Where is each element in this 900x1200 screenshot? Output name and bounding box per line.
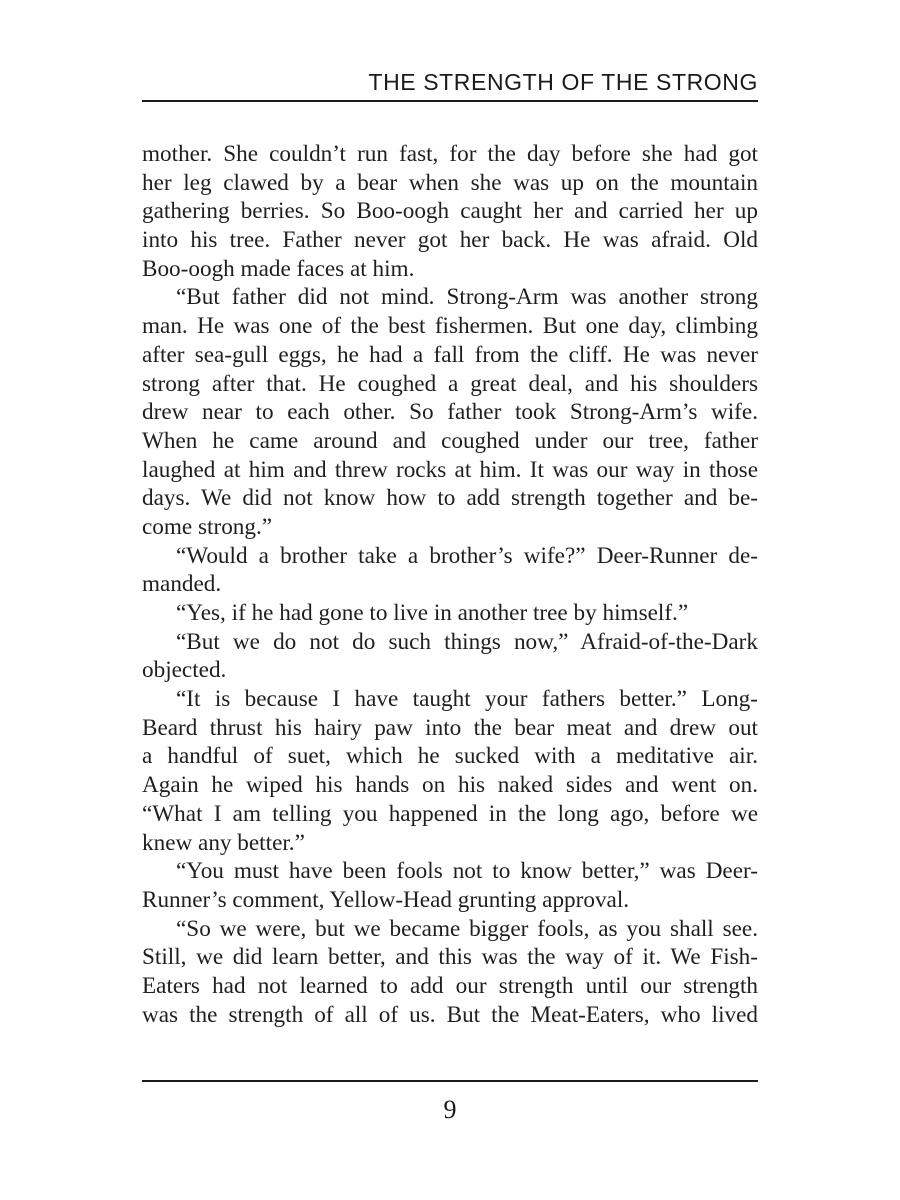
text-line: manded.: [142, 571, 222, 598]
text-line: “But we do not do such things now,” Afraid-of-the-Dark: [176, 628, 758, 655]
text-line: come strong.”: [142, 513, 273, 540]
text-line: “But father did not mind. Strong-Arm was another strong: [176, 284, 758, 311]
body-text: [142, 140, 758, 1029]
text-line: days. We did not know how to add strength together and be-: [142, 485, 758, 512]
running-title: THE STRENGTH OF THE STRONG: [368, 69, 758, 95]
text-line: man. He was one of the best fishermen. But one day, climbing: [142, 313, 758, 340]
text-line: a handful of suet, which he sucked with a meditative air.: [142, 743, 758, 770]
text-line: Runner’s comment, Yellow-Head grunting approval.: [142, 886, 630, 913]
text-line: mother. She couldn’t run fast, for the day before she had got: [142, 141, 758, 167]
text-line: “Would a brother take a brother’s wife?” Deer-Runner de-: [176, 542, 758, 569]
text-line: gathering berries. So Boo-oogh caught her and carried her up: [142, 198, 758, 225]
text-line: “It is because I have taught your fathers better.” Long-: [176, 686, 758, 713]
text-line: “You must have been fools not to know better,” was Deer-: [176, 858, 758, 885]
text-line: objected.: [142, 657, 227, 684]
text-line: drew near to each other. So father took Strong-Arm’s wife.: [142, 399, 758, 426]
text-line: Again he wiped his hands on his naked sides and went on.: [142, 772, 758, 799]
text-line: strong after that. He coughed a great deal, and his shoulders: [142, 370, 758, 397]
text-line: her leg clawed by a bear when she was up on the mountain: [142, 169, 758, 196]
text-line: Beard thrust his hairy paw into the bear meat and drew out: [142, 714, 758, 741]
text-line: into his tree. Father never got her back. He was afraid. Old: [142, 227, 758, 254]
text-line: “So we were, but we became bigger fools, as you shall see.: [176, 915, 758, 942]
text-line: knew any better.”: [142, 829, 305, 856]
text-line: “Yes, if he had gone to live in another tree by himself.”: [176, 600, 689, 626]
text-line: “What I am telling you happened in the long ago, before we: [142, 800, 758, 827]
text-line: Eaters had not learned to add our strength until our strength: [142, 972, 758, 999]
text-line: laughed at him and threw rocks at him. It was our way in those: [142, 456, 758, 483]
text-line: after sea-gull eggs, he had a fall from the cliff. He was never: [142, 341, 758, 368]
text-line: Boo-oogh made faces at him.: [142, 255, 415, 282]
footer-rule: [142, 1080, 758, 1082]
text-line: was the strength of all of us. But the Meat-Eaters, who lived: [142, 1001, 758, 1028]
text-line: Still, we did learn better, and this was the way of it. We Fish-: [142, 944, 758, 971]
page-number: 9: [443, 1095, 457, 1124]
header-rule: [142, 100, 758, 102]
text-line: When he came around and coughed under our tree, father: [142, 427, 758, 454]
